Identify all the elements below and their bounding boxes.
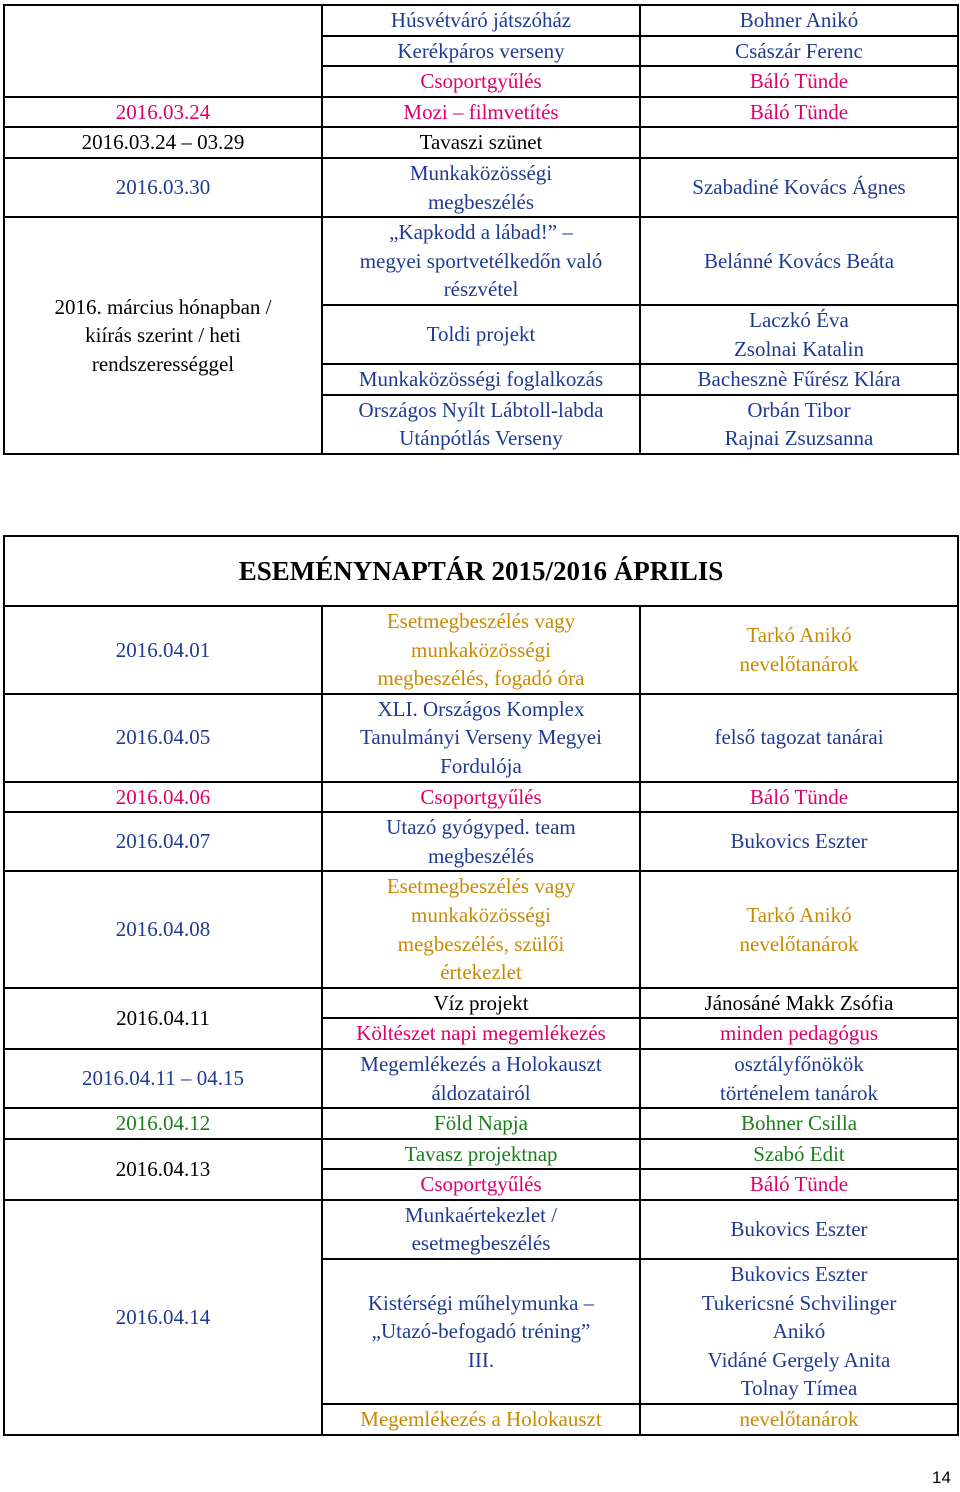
person-cell: Báló Tünde: [640, 97, 958, 128]
table-row: [4, 158, 958, 217]
person-cell: Bohner Anikó: [640, 5, 958, 36]
date-line: rendszerességgel: [91, 351, 235, 376]
event-cell: Munkaközösségi foglalkozás: [322, 364, 640, 395]
event-line: Kistérségi műhelymunka –: [367, 1290, 595, 1315]
event-line: Utazó gyógyped. team: [386, 815, 576, 840]
event-line: megbeszélés, fogadó óra: [377, 666, 585, 691]
event-cell: Tavasz projektnap: [322, 1139, 640, 1170]
person-cell: Bohner Csilla: [640, 1108, 958, 1139]
date-cell: 2016.04.06: [4, 782, 322, 813]
person-line: nevelőtanárok: [739, 651, 859, 676]
table-row: [4, 1200, 958, 1259]
person-cell: Belánné Kovács Beáta: [640, 217, 958, 305]
person-cell: nevelőtanárok: [640, 1404, 958, 1435]
person-line: Bukovics Eszter: [730, 1262, 868, 1287]
event-line: megbeszélés: [427, 843, 535, 868]
event-line: Utánpótlás Verseny: [399, 426, 563, 451]
event-cell: [322, 606, 640, 694]
date-cell: 2016.03.30: [4, 158, 322, 217]
person-line: Anikó: [772, 1319, 826, 1344]
event-cell: Víz projekt: [322, 988, 640, 1019]
event-cell: [322, 395, 640, 454]
page-number: 14: [932, 1468, 951, 1487]
event-line: III.: [467, 1347, 495, 1372]
table-row: [4, 127, 958, 158]
date-cell: 2016.03.24: [4, 97, 322, 128]
event-line: Munkaközösségi: [409, 160, 553, 185]
event-cell: Mozi – filmvetítés: [322, 97, 640, 128]
person-line: Tarkó Anikó: [746, 902, 852, 927]
event-cell: Tavaszi szünet: [322, 127, 640, 158]
event-line: Esetmegbeszélés vagy: [386, 874, 576, 899]
event-line: megyei sportvetélkedőn való: [359, 248, 603, 273]
event-cell: Csoportgyűlés: [322, 66, 640, 97]
person-cell: minden pedagógus: [640, 1018, 958, 1049]
person-cell: [640, 871, 958, 987]
event-line: értekezlet: [440, 960, 522, 985]
person-line: Tolnay Tímea: [740, 1376, 858, 1401]
table-row: [4, 812, 958, 871]
event-cell: Megemlékezés a Holokauszt: [322, 1404, 640, 1435]
person-line: Rajnai Zsuzsanna: [724, 426, 874, 451]
event-line: megbeszélés: [427, 189, 535, 214]
person-line: történelem tanárok: [719, 1080, 878, 1105]
person-cell: Jánosáné Makk Zsófia: [640, 988, 958, 1019]
date-line: kiírás szerint / heti: [85, 323, 241, 348]
event-cell: Húsvétváró játszóház: [322, 5, 640, 36]
person-line: Orbán Tibor: [747, 397, 851, 422]
person-cell: [640, 1049, 958, 1108]
person-cell: Báló Tünde: [640, 1169, 958, 1200]
event-line: Munkaértekezlet /: [404, 1202, 558, 1227]
event-line: megbeszélés, szülői: [397, 931, 565, 956]
event-cell: [322, 812, 640, 871]
date-cell: 2016.03.24 – 03.29: [4, 127, 322, 158]
event-line: Megemlékezés a Holokauszt: [360, 1051, 602, 1076]
person-cell-empty: [640, 127, 958, 158]
table-row: [4, 1108, 958, 1139]
march-events-table: [3, 4, 959, 455]
event-line: Tanulmányi Verseny Megyei: [360, 725, 602, 750]
event-cell: [322, 158, 640, 217]
person-line: Tukericsné Schvilinger: [701, 1290, 897, 1315]
event-line: munkaközösségi: [411, 637, 551, 662]
person-line: nevelőtanárok: [739, 931, 859, 956]
date-cell: 2016.04.14: [4, 1200, 322, 1435]
table-row: [4, 871, 958, 987]
event-line: „Utazó-befogadó tréning”: [371, 1319, 591, 1344]
person-line: Laczkó Éva: [749, 307, 849, 332]
person-cell: [640, 606, 958, 694]
date-cell: 2016.04.11: [4, 988, 322, 1049]
person-cell: felső tagozat tanárai: [640, 694, 958, 782]
date-cell-empty: [4, 5, 322, 97]
event-cell: Csoportgyűlés: [322, 782, 640, 813]
event-cell: [322, 217, 640, 305]
table-row: [4, 97, 958, 128]
person-cell: Bukovics Eszter: [640, 812, 958, 871]
event-cell: Toldi projekt: [322, 305, 640, 364]
title-row: [4, 536, 958, 606]
person-line: Vidáné Gergely Anita: [707, 1347, 891, 1372]
event-line: munkaközösségi: [411, 902, 551, 927]
table-row: [4, 606, 958, 694]
person-cell: [640, 1259, 958, 1404]
event-line: esetmegbeszélés: [411, 1231, 551, 1256]
calendar-title: ESEMÉNYNAPTÁR 2015/2016 ÁPRILIS: [4, 536, 958, 606]
person-cell: Báló Tünde: [640, 782, 958, 813]
date-cell: 2016.04.08: [4, 871, 322, 987]
event-line: Fordulója: [440, 753, 522, 778]
person-cell: Báló Tünde: [640, 66, 958, 97]
event-cell: [322, 1259, 640, 1404]
table-row: [4, 782, 958, 813]
date-cell: 2016.04.12: [4, 1108, 322, 1139]
table-row: [4, 5, 958, 36]
event-cell: Kerékpáros verseny: [322, 36, 640, 67]
person-line: Zsolnai Katalin: [733, 336, 865, 361]
date-cell: 2016.04.13: [4, 1139, 322, 1200]
date-cell: 2016.04.07: [4, 812, 322, 871]
april-events-table: [3, 535, 959, 1436]
event-line: áldozatairól: [431, 1080, 531, 1105]
person-line: osztályfőnökök: [734, 1051, 864, 1076]
event-cell: [322, 1049, 640, 1108]
event-line: XLI. Országos Komplex: [377, 696, 585, 721]
date-cell: 2016.04.11 – 04.15: [4, 1049, 322, 1108]
event-cell: [322, 871, 640, 987]
event-cell: [322, 694, 640, 782]
event-line: „Kapkodd a lábad!” –: [389, 220, 573, 245]
table-row: [4, 988, 958, 1019]
date-cell: [4, 217, 322, 454]
date-cell: 2016.04.05: [4, 694, 322, 782]
date-line: 2016. március hónapban /: [54, 294, 272, 319]
event-cell: [322, 1200, 640, 1259]
date-cell: 2016.04.01: [4, 606, 322, 694]
table-row: [4, 1139, 958, 1170]
person-cell: [640, 305, 958, 364]
event-line: Esetmegbeszélés vagy: [386, 609, 576, 633]
table-row: [4, 694, 958, 782]
table-row: [4, 217, 958, 305]
table-row: [4, 1049, 958, 1108]
event-line: részvétel: [443, 277, 519, 302]
event-line: Országos Nyílt Lábtoll-labda: [358, 397, 604, 422]
person-line: Tarkó Anikó: [746, 623, 852, 648]
person-cell: Császár Ferenc: [640, 36, 958, 67]
person-cell: Szabadiné Kovács Ágnes: [640, 158, 958, 217]
person-cell: [640, 395, 958, 454]
person-cell: Szabó Edit: [640, 1139, 958, 1170]
event-cell: Föld Napja: [322, 1108, 640, 1139]
person-cell: Bukovics Eszter: [640, 1200, 958, 1259]
person-cell: Bachesznè Fűrész Klára: [640, 364, 958, 395]
event-cell: Csoportgyűlés: [322, 1169, 640, 1200]
event-cell: Költészet napi megemlékezés: [322, 1018, 640, 1049]
